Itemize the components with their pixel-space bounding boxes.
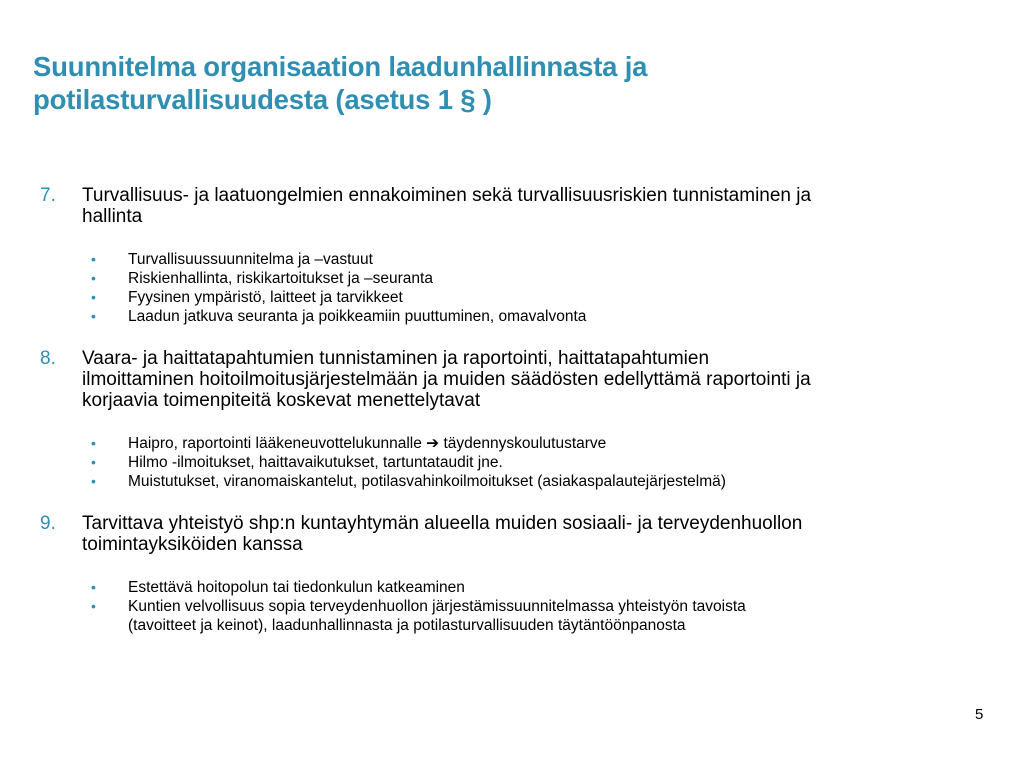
item-text-line: toimintayksiköiden kanssa [82,534,303,555]
item-number: 7. [40,185,56,206]
item-text-line: Tarvittava yhteistyö shp:n kuntayhtymän alueella muiden sosiaali- ja terveydenhuollon [82,513,803,534]
bullet-list [82,434,980,491]
item-text-line: korjaavia toimenpiteitä koskevat menettelytavat [82,390,481,411]
bullet-text: • Turvallisuussuunnitelma ja –vastuut [128,251,373,268]
list-item-8 [40,348,980,491]
bullet-text: (tavoitteet ja keinot), laadunhallinnasta ja potilasturvallisuuden täytäntöönpanosta [128,617,686,634]
bullet-item [128,472,980,491]
slide-title-line-2: potilasturvallisuudesta (asetus 1 § ) [33,84,492,115]
item-text [82,185,980,227]
bullet-item [128,434,980,453]
bullet-text-before: Haipro, raportointi lääkeneuvottelukunnalle [128,435,422,452]
bullet-text: • Muistutukset, viranomaiskantelut, potilasvahinkoilmoitukset (asiakaspalautejärjestelmä) [128,473,726,490]
item-text-line: Vaara- ja haittatapahtumien tunnistaminen ja raportointi, haittatapahtumien [82,348,710,369]
list-item-7 [40,185,980,326]
bullet-text: • Laadun jatkuva seuranta ja poikkeamiin puuttuminen, omavalvonta [128,308,587,325]
bullet-item [128,597,980,635]
slide-title [33,50,993,116]
bullet-item [128,453,980,472]
bullet-text: • Kuntien velvollisuus sopia terveydenhuollon järjestämissuunnitelmassa yhteistyön tavoista [128,598,746,615]
bullet-item [128,578,980,597]
item-number: 9. [40,513,56,534]
item-number: 8. [40,348,56,369]
bullet-item [128,288,980,307]
item-text-line: ilmoittaminen hoitoilmoitusjärjestelmään ja muiden säädösten edellyttämä raportointi ja [82,369,811,390]
bullet-text: • Riskienhallinta, riskikartoitukset ja –seuranta [128,270,433,287]
arrow-right-icon: ➔ [426,435,440,452]
bullet-text: • Estettävä hoitopolun tai tiedonkulun katkeaminen [128,579,465,596]
bullet-item [128,269,980,288]
bullet-list [82,250,980,326]
bullet-item [128,250,980,269]
bullet-item [128,307,980,326]
bullet-text: • Fyysinen ympäristö, laitteet ja tarvikkeet [128,289,403,306]
item-text [82,513,980,555]
bullet-text-after: täydennyskoulutustarve [443,435,607,452]
page-number: 5 [975,706,984,723]
item-text-line: Turvallisuus- ja laatuongelmien ennakoiminen sekä turvallisuusriskien tunnistaminen ja [82,185,812,206]
numbered-list [40,185,980,635]
item-text-line: hallinta [82,206,143,227]
bullet-list [82,578,980,635]
slide-title-line-1: Suunnitelma organisaation laadunhallinnasta ja [33,51,648,82]
bullet-text [128,434,980,453]
item-text [82,348,980,411]
list-item-9 [40,513,980,635]
bullet-text: • Hilmo -ilmoitukset, haittavaikutukset, tartuntataudit jne. [128,454,503,471]
